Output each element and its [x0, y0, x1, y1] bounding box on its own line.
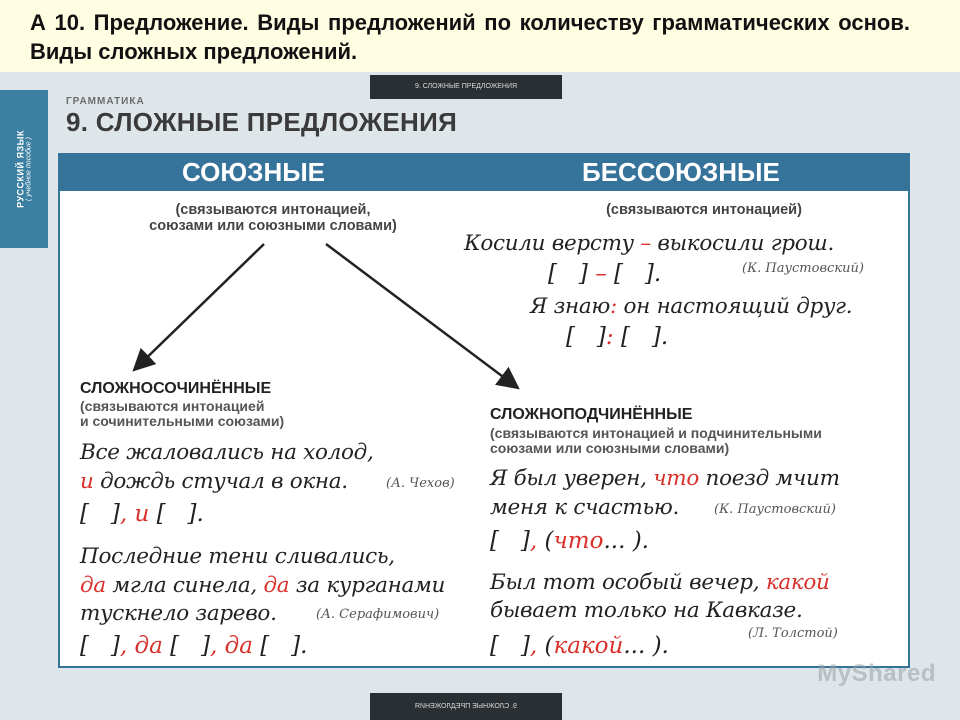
compound-scheme1-conj: , и — [119, 501, 150, 527]
asyndetic-ex2-part-a: Я знаю — [530, 294, 611, 319]
asyndetic-scheme-1 — [548, 261, 661, 287]
asyndetic-scheme2-a: [ ] — [566, 324, 606, 350]
compound-ex2-conj2: да — [263, 573, 290, 598]
complex-title: СЛОЖНОПОДЧИНЁННЫЕ — [490, 406, 693, 423]
side-strip-subtitle: ( учебное пособие ) — [25, 137, 33, 201]
complex-note-line1: (связываются интонацией и подчинительными — [490, 425, 822, 441]
slide-title: А 10. Предложение. Виды предложений по количеству грамматических основ. Виды сложных предложений. — [30, 10, 910, 64]
asyndetic-ex1-part-b: выкосили грош. — [650, 231, 835, 256]
compound-title: СЛОЖНОСОЧИНЁННЫЕ — [80, 380, 272, 397]
compound-ex2-line1: Последние тени сливались, — [80, 544, 395, 569]
complex-scheme1-b: ( — [537, 528, 554, 554]
asyndetic-scheme2-colon: : — [605, 324, 614, 350]
poster-title: 9. СЛОЖНЫЕ ПРЕДЛОЖЕНИЯ — [66, 107, 458, 137]
conjunctive-note-line1: (связываются интонацией, — [175, 202, 371, 218]
compound-ex1-line2-rest: дождь стучал в окна. — [93, 469, 348, 494]
column-header-conjunctive: СОЮЗНЫЕ — [182, 157, 326, 187]
complex-ex2-a: Был тот особый вечер, — [490, 570, 766, 595]
complex-scheme2-a: [ ] — [490, 633, 530, 659]
complex-scheme1-c: ... ). — [603, 528, 649, 554]
complex-scheme1-a: [ ] — [490, 528, 530, 554]
compound-scheme-2 — [80, 633, 307, 659]
complex-note-line2: союзами или союзными словами) — [490, 440, 730, 456]
arrow-to-complex — [326, 244, 518, 388]
complex-scheme-2 — [490, 633, 669, 659]
arrow-to-compound — [134, 244, 264, 370]
compound-ex2-line2 — [80, 573, 445, 598]
poster-category: ГРАММАТИКА — [66, 96, 145, 107]
poster-tab-top: 9. СЛОЖНЫЕ ПРЕДЛОЖЕНИЯ — [370, 75, 562, 99]
complex-scheme2-c: ... ). — [623, 633, 669, 659]
compound-ex1-line2 — [80, 469, 348, 494]
compound-scheme2-b: [ ] — [162, 633, 211, 659]
complex-scheme1-word: что — [553, 528, 604, 554]
compound-note-line1: (связываются интонацией — [80, 398, 265, 414]
compound-ex2-line3: тускнело зарево. — [80, 601, 277, 626]
asyndetic-scheme-2 — [566, 324, 668, 350]
complex-ex1-b: поезд мчит — [699, 466, 840, 491]
asyndetic-ex1-dash: – — [640, 231, 651, 256]
side-strip-title: РУССКИЙ ЯЗЫК — [15, 130, 26, 208]
asyndetic-example-2 — [530, 294, 852, 319]
complex-ex2-line2: бывает только на Кавказе. — [490, 598, 803, 623]
compound-note-line2: и сочинительными союзами) — [80, 413, 285, 429]
column-header-asyndetic: БЕССОЮЗНЫЕ — [582, 157, 780, 187]
complex-note — [490, 426, 822, 456]
complex-ex1-conj: что — [653, 466, 699, 491]
complex-scheme2-comma: , — [529, 633, 538, 659]
complex-ex1-line1 — [490, 466, 840, 491]
asyndetic-scheme1-b: [ ]. — [606, 261, 662, 287]
compound-scheme2-c: [ ]. — [252, 633, 308, 659]
asyndetic-ex2-part-b: он настоящий друг. — [617, 294, 853, 319]
complex-scheme1-comma: , — [529, 528, 538, 554]
asyndetic-scheme1-a: [ ] — [548, 261, 596, 287]
conjunctive-note-line2: союзами или союзными словами) — [149, 218, 397, 234]
compound-ex1-line1: Все жаловались на холод, — [80, 440, 374, 465]
asyndetic-scheme1-dash: – — [595, 261, 607, 287]
asyndetic-ex1-author: (К. Паустовский) — [742, 261, 864, 276]
complex-scheme2-b: ( — [537, 633, 554, 659]
complex-ex2-line1 — [490, 570, 830, 595]
compound-ex1-author: (А. Чехов) — [386, 476, 455, 491]
compound-scheme2-conj2: , да — [210, 633, 253, 659]
compound-scheme2-a: [ ] — [80, 633, 120, 659]
compound-scheme-1 — [80, 501, 204, 527]
complex-ex1-a: Я был уверен, — [490, 466, 654, 491]
asyndetic-scheme2-b: [ ]. — [613, 324, 669, 350]
complex-ex2-author: (Л. Толстой) — [748, 626, 838, 641]
compound-ex2-mid: мгла синела, — [105, 573, 264, 598]
complex-ex1-line2: меня к счастью. — [490, 495, 680, 520]
complex-ex2-word: какой — [765, 570, 830, 595]
asyndetic-ex1-part-a: Косили версту — [464, 231, 641, 256]
compound-ex2-author: (А. Серафимович) — [316, 607, 440, 622]
complex-scheme2-word: какой — [553, 633, 624, 659]
compound-scheme2-conj1: , да — [119, 633, 163, 659]
asyndetic-note: (связываются интонацией) — [606, 202, 802, 218]
compound-ex2-conj1: да — [80, 573, 106, 598]
compound-scheme1-a: [ ] — [80, 501, 120, 527]
watermark: MyShared — [817, 660, 936, 687]
compound-ex2-end: за курганами — [289, 573, 446, 598]
compound-note — [80, 399, 284, 429]
complex-scheme-1 — [490, 528, 649, 554]
compound-ex1-conjunction: и — [80, 469, 94, 494]
compound-scheme1-b: [ ]. — [149, 501, 204, 527]
asyndetic-ex2-colon: : — [610, 294, 617, 319]
asyndetic-example-1 — [464, 231, 834, 256]
poster-tab-bottom: 9. СЛОЖНЫЕ ПРЕДЛОЖЕНИЯ — [370, 693, 562, 720]
complex-ex1-author: (К. Паустовский) — [714, 502, 836, 517]
